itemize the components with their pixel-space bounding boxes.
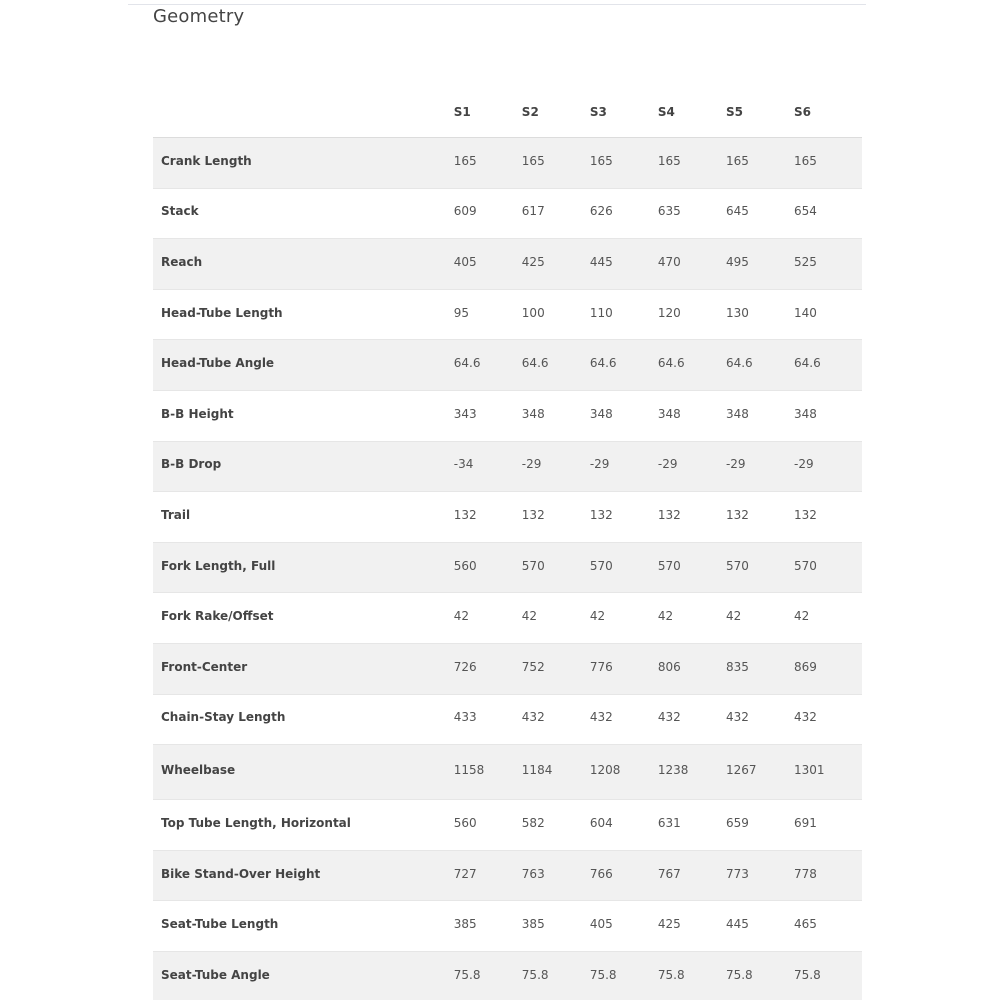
table-header-row	[153, 86, 862, 138]
cell-value: 165	[793, 153, 817, 168]
cell-value: -29	[793, 457, 814, 472]
cell-value: 64.6	[589, 356, 617, 371]
cell-value: 1267	[725, 763, 757, 778]
row-label: B-B Drop	[161, 457, 222, 472]
row-label: Chain-Stay Length	[161, 710, 286, 725]
cell-value: 1238	[657, 763, 689, 778]
cell-value: 42	[657, 609, 674, 624]
cell-value: 763	[521, 866, 545, 881]
size-header-s6: S6	[793, 104, 811, 119]
cell-value: 64.6	[521, 356, 549, 371]
cell-value: 609	[453, 204, 477, 219]
cell-value: 570	[589, 558, 613, 573]
cell-value: 385	[521, 917, 545, 932]
cell-value: 42	[521, 609, 538, 624]
cell-value: 405	[453, 254, 477, 269]
cell-value: 165	[657, 153, 681, 168]
cell-value: 405	[589, 917, 613, 932]
cell-value: 869	[793, 659, 817, 674]
cell-value: 626	[589, 204, 613, 219]
table-row	[153, 189, 862, 240]
cell-value: 132	[453, 507, 477, 522]
cell-value: 348	[589, 406, 613, 421]
cell-value: 132	[657, 507, 681, 522]
cell-value: 64.6	[725, 356, 753, 371]
table-row	[153, 290, 862, 341]
cell-value: 132	[793, 507, 817, 522]
row-label: Top Tube Length, Horizontal	[161, 815, 351, 830]
page-title: Geometry	[153, 6, 245, 27]
table-row	[153, 543, 862, 594]
cell-value: 348	[725, 406, 749, 421]
cell-value: 604	[589, 815, 613, 830]
cell-value: 64.6	[453, 356, 481, 371]
cell-value: 445	[725, 917, 749, 932]
cell-value: 75.8	[725, 967, 753, 982]
cell-value: 778	[793, 866, 817, 881]
table-row	[153, 745, 862, 800]
cell-value: 691	[793, 815, 817, 830]
row-label: Head-Tube Length	[161, 305, 283, 320]
cell-value: 767	[657, 866, 681, 881]
cell-value: -29	[589, 457, 610, 472]
size-header-s5: S5	[725, 104, 743, 119]
cell-value: 432	[725, 710, 749, 725]
cell-value: 348	[793, 406, 817, 421]
cell-value: 470	[657, 254, 681, 269]
cell-value: 752	[521, 659, 545, 674]
cell-value: 64.6	[793, 356, 821, 371]
cell-value: 95	[453, 305, 470, 320]
cell-value: 525	[793, 254, 817, 269]
cell-value: 635	[657, 204, 681, 219]
cell-value: 631	[657, 815, 681, 830]
size-header-s3: S3	[589, 104, 607, 119]
cell-value: 432	[521, 710, 545, 725]
cell-value: -29	[657, 457, 678, 472]
cell-value: 727	[453, 866, 477, 881]
cell-value: 654	[793, 204, 817, 219]
cell-value: 42	[589, 609, 606, 624]
table-row	[153, 800, 862, 851]
cell-value: -29	[521, 457, 542, 472]
row-label: Seat-Tube Angle	[161, 967, 270, 982]
row-label: Fork Rake/Offset	[161, 609, 274, 624]
cell-value: 132	[725, 507, 749, 522]
size-header-s1: S1	[453, 104, 471, 119]
cell-value: 645	[725, 204, 749, 219]
table-row	[153, 644, 862, 695]
cell-value: 120	[657, 305, 681, 320]
cell-value: 570	[521, 558, 545, 573]
cell-value: 806	[657, 659, 681, 674]
row-label: Trail	[161, 507, 191, 522]
table-row	[153, 901, 862, 952]
cell-value: 659	[725, 815, 749, 830]
cell-value: 165	[589, 153, 613, 168]
cell-value: 560	[453, 815, 477, 830]
cell-value: 75.8	[453, 967, 481, 982]
cell-value: 766	[589, 866, 613, 881]
cell-value: 75.8	[657, 967, 685, 982]
top-divider	[128, 4, 866, 5]
cell-value: 432	[793, 710, 817, 725]
row-label: Bike Stand-Over Height	[161, 866, 321, 881]
table-row	[153, 391, 862, 442]
cell-value: 165	[521, 153, 545, 168]
cell-value: 776	[589, 659, 613, 674]
cell-value: 445	[589, 254, 613, 269]
table-row	[153, 851, 862, 902]
row-label: Front-Center	[161, 659, 248, 674]
cell-value: 110	[589, 305, 613, 320]
cell-value: 343	[453, 406, 477, 421]
cell-value: 165	[453, 153, 477, 168]
table-row	[153, 593, 862, 644]
cell-value: 570	[725, 558, 749, 573]
row-label: Stack	[161, 204, 199, 219]
cell-value: 75.8	[521, 967, 549, 982]
cell-value: -34	[453, 457, 474, 472]
row-label: Fork Length, Full	[161, 558, 276, 573]
cell-value: 432	[589, 710, 613, 725]
row-label: Seat-Tube Length	[161, 917, 279, 932]
cell-value: 132	[521, 507, 545, 522]
cell-value: 1208	[589, 763, 621, 778]
table-row	[153, 695, 862, 746]
table-row	[153, 340, 862, 391]
size-header-s4: S4	[657, 104, 675, 119]
table-row	[153, 952, 862, 1000]
cell-value: 465	[793, 917, 817, 932]
cell-value: 42	[793, 609, 810, 624]
cell-value: 617	[521, 204, 545, 219]
cell-value: 432	[657, 710, 681, 725]
cell-value: 835	[725, 659, 749, 674]
cell-value: -29	[725, 457, 746, 472]
table-row	[153, 492, 862, 543]
row-label: Reach	[161, 254, 203, 269]
cell-value: 1301	[793, 763, 825, 778]
cell-value: 348	[521, 406, 545, 421]
cell-value: 433	[453, 710, 477, 725]
cell-value: 1184	[521, 763, 553, 778]
cell-value: 560	[453, 558, 477, 573]
cell-value: 42	[725, 609, 742, 624]
table-row	[153, 239, 862, 290]
table-row	[153, 138, 862, 189]
size-header-s2: S2	[521, 104, 539, 119]
cell-value: 570	[793, 558, 817, 573]
cell-value: 425	[521, 254, 545, 269]
cell-value: 130	[725, 305, 749, 320]
cell-value: 132	[589, 507, 613, 522]
cell-value: 75.8	[793, 967, 821, 982]
row-label: Crank Length	[161, 153, 252, 168]
cell-value: 570	[657, 558, 681, 573]
cell-value: 165	[725, 153, 749, 168]
cell-value: 385	[453, 917, 477, 932]
cell-value: 140	[793, 305, 817, 320]
cell-value: 75.8	[589, 967, 617, 982]
cell-value: 100	[521, 305, 545, 320]
table-row	[153, 442, 862, 493]
cell-value: 425	[657, 917, 681, 932]
geometry-table	[153, 86, 862, 1000]
cell-value: 42	[453, 609, 470, 624]
row-label: Head-Tube Angle	[161, 356, 275, 371]
cell-value: 582	[521, 815, 545, 830]
table-body	[153, 138, 862, 1000]
cell-value: 1158	[453, 763, 485, 778]
cell-value: 495	[725, 254, 749, 269]
row-label: Wheelbase	[161, 763, 236, 778]
cell-value: 348	[657, 406, 681, 421]
cell-value: 773	[725, 866, 749, 881]
row-label: B-B Height	[161, 406, 234, 421]
cell-value: 64.6	[657, 356, 685, 371]
cell-value: 726	[453, 659, 477, 674]
